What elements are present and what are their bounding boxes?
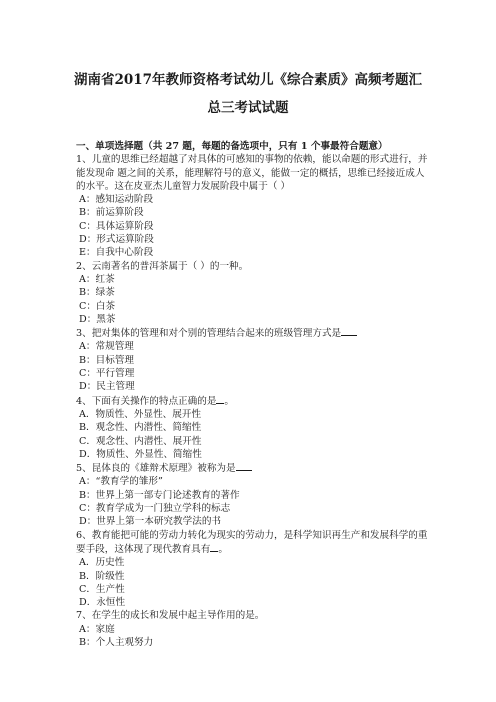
option: B：个人主观努力 bbox=[79, 636, 154, 648]
option: D：民主管理 bbox=[79, 381, 135, 393]
option: D：黑茶 bbox=[79, 313, 116, 325]
question-stem: 6、教育能把可能的劳动力转化为现实的劳动力，是科学知识再生产和发展科学的重要手段，这体现了现代教育具有 bbox=[76, 529, 428, 555]
question-5 bbox=[76, 461, 428, 528]
option: A：红茶 bbox=[79, 273, 115, 285]
question-1 bbox=[76, 153, 428, 259]
option: C．观念性、内潜性、展开性 bbox=[79, 435, 202, 447]
option: C：教育学成为一门独立学科的标志 bbox=[79, 503, 231, 515]
option: B：世界上第一部专门论述教育的著作 bbox=[79, 489, 240, 501]
option: B．阶级性 bbox=[79, 570, 125, 582]
option: C：白茶 bbox=[79, 300, 116, 312]
option: B：目标管理 bbox=[79, 354, 135, 366]
question-3 bbox=[76, 326, 428, 393]
question-stem: 2、云南著名的普洱茶属于（ ）的一种。 bbox=[76, 260, 249, 272]
option: A：感知运动阶段 bbox=[79, 194, 154, 206]
section-heading: 一、单项选择题（共 27 题，每题的备选项中，只有 1 个事最符合题意） bbox=[76, 141, 388, 152]
option: B：绿茶 bbox=[79, 287, 115, 299]
question-6 bbox=[76, 529, 428, 610]
document-title-line-1: 湖南省2017年教师资格考试幼儿《综合素质》高频考题汇 bbox=[73, 72, 423, 88]
question-stem: 7、在学生的成长和发展中起主导作用的是。 bbox=[76, 610, 265, 622]
document-title-line-2: 总三考试试题 bbox=[207, 100, 289, 116]
question-stem-line bbox=[76, 529, 428, 557]
option: B．观念性、内潜性、简缩性 bbox=[79, 422, 202, 434]
option: A．物质性、外显性、展开性 bbox=[79, 408, 202, 420]
question-4 bbox=[76, 394, 428, 461]
answer-blank bbox=[341, 326, 357, 336]
option: D：世界上第一本研究教学法的书 bbox=[79, 516, 222, 528]
question-stem: 3、把对集体的管理和对个别的管理结合起来的班级管理方式是 bbox=[76, 328, 342, 340]
answer-blank bbox=[236, 461, 252, 471]
question-stem-line bbox=[76, 394, 428, 408]
question-2 bbox=[76, 260, 428, 326]
question-stem: 5、昆体良的《雄辩术原理》被称为是 bbox=[76, 463, 236, 475]
option: C：平行管理 bbox=[79, 368, 135, 380]
option: E：自我中心阶段 bbox=[79, 247, 154, 259]
option: D．物质性、外显性、简缩性 bbox=[79, 448, 202, 460]
option: D．永恒性 bbox=[79, 597, 126, 609]
question-stem-line bbox=[76, 326, 428, 340]
option: A：常规管理 bbox=[79, 341, 134, 353]
option: C．生产性 bbox=[79, 583, 125, 595]
question-stem-tail: 。 bbox=[218, 543, 228, 555]
option: C：具体运算阶段 bbox=[79, 220, 154, 232]
option: D：形式运算阶段 bbox=[79, 234, 154, 246]
question-stem-tail: 。 bbox=[224, 395, 235, 407]
option: A：“教育学的雏形” bbox=[79, 476, 163, 488]
option: B：前运算阶段 bbox=[79, 207, 144, 219]
question-list bbox=[76, 140, 428, 649]
option: A：家庭 bbox=[79, 623, 115, 635]
question-7 bbox=[76, 609, 428, 649]
question-stem: 4、下面有关操作的特点正确的是 bbox=[76, 395, 217, 407]
option: A．历史性 bbox=[79, 557, 125, 569]
question-stem: 1、儿童的思维已经超越了对具体的可感知的事物的依赖，能以命题的形式进行，并能发现命 题之间的关系，能理解符号的意义，能做一定的概括，思维已经接近成人的水平。这在皮亚杰儿童智力发展阶段中属于（ ） bbox=[76, 154, 428, 192]
question-stem-line bbox=[76, 461, 428, 475]
